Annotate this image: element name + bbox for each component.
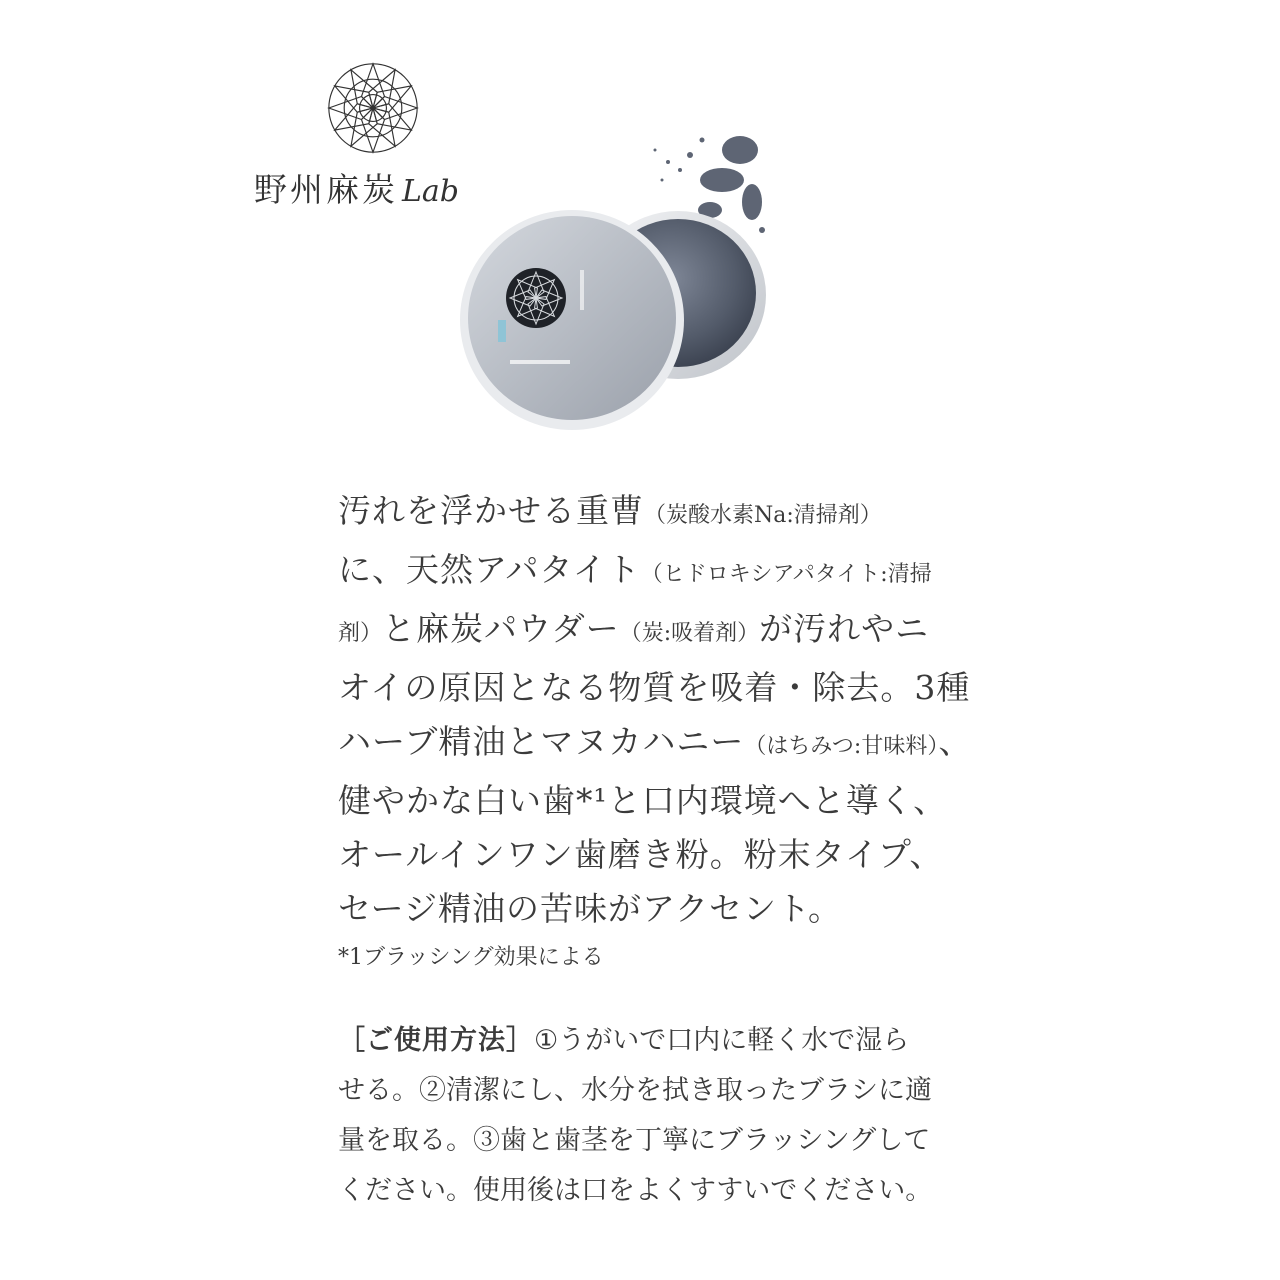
footnote: *1ブラッシング効果による <box>338 945 604 970</box>
usage-heading: ［ご使用方法］ <box>338 1025 534 1056</box>
description-line: オールインワン歯磨き粉。粉末タイプ、 <box>338 835 944 874</box>
description-line: オイの原因となる物質を吸着・除去。3種 <box>338 668 971 707</box>
usage-line: ください。使用後は口をよくすすいでください。 <box>338 1175 933 1206</box>
description-line: ハーブ精油とマヌカハニー（はちみつ:甘味料）、 <box>338 722 973 761</box>
description-line: に、天然アパタイト（ヒドロキシアパタイト:清掃 <box>338 550 932 589</box>
description-line: 剤）と麻炭パウダー（炭:吸着剤）が汚れやニ <box>338 609 930 648</box>
description-line: 汚れを浮かせる重曹（炭酸水素Na:清掃剤） <box>338 491 882 530</box>
brand-sub: Lab <box>402 174 460 209</box>
usage-line: 量を取る。③歯と歯茎を丁寧にブラッシングして <box>338 1125 931 1156</box>
description-line: セージ精油の苦味がアクセント。 <box>338 889 843 928</box>
description-line: 健やかな白い歯*¹と口内環境へと導く、 <box>338 781 948 820</box>
tooth-powder-jar-image <box>440 110 780 450</box>
brand-name: 野州麻炭 Lab <box>254 170 460 209</box>
product-description <box>338 484 973 978</box>
usage-line: ［ご使用方法］①うがいで口内に軽く水で湿ら <box>338 1025 910 1056</box>
hemp-star-emblem-icon <box>325 60 421 156</box>
usage-instructions <box>338 1016 958 1216</box>
usage-line: せる。②清潔にし、水分を拭き取ったブラシに適 <box>338 1075 932 1106</box>
